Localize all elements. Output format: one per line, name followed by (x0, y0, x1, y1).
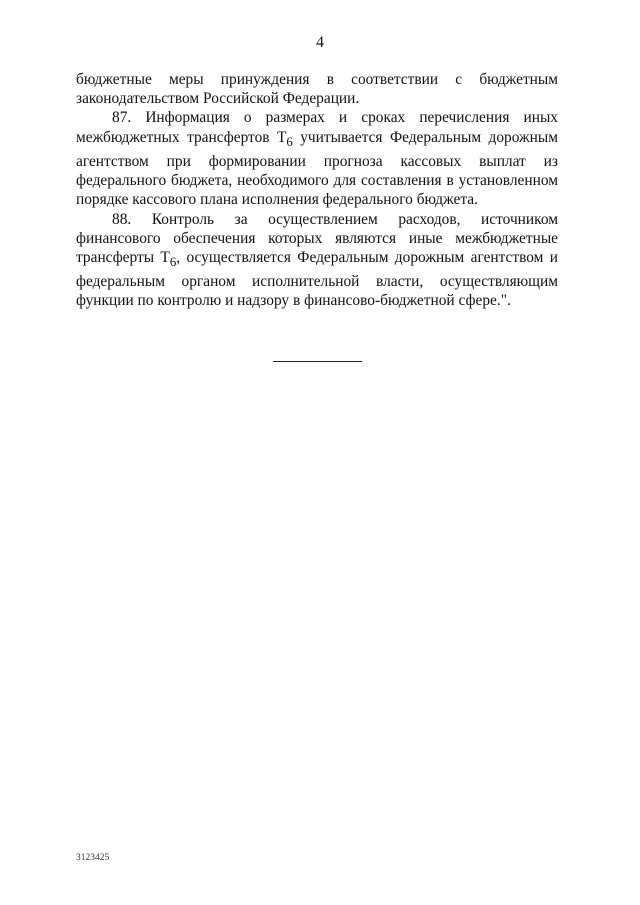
document-body (76, 70, 558, 311)
paragraph-87-text-end: учитывается Федеральным дорожным агентством при формировании прогноза кассовых выплат из федерального бюджета, необходимого для составления в установленном порядке кассового плана исполнения федерального бюджета. (76, 128, 558, 209)
paragraph-87 (76, 108, 558, 209)
document-code: 3123425 (76, 853, 110, 863)
paragraph-88-text-start: 88. Контроль за осуществлением расходов, источником финансового обеспечения которых являются иные межбюджетные трансферты Т (76, 210, 558, 266)
paragraph-88-text-end: , осуществляется Федеральным дорожным агентством и федеральным органом исполнительной власти, осуществляющим функции по контролю и надзору в финансово-бюджетной сфере.". (76, 248, 559, 310)
end-divider-line (273, 361, 362, 362)
paragraph-88 (76, 210, 558, 311)
paragraph-88-subscript: 6 (169, 254, 177, 269)
page-number: 4 (316, 34, 324, 51)
paragraph-87-text-start: 87. Информация о размерах и сроках перечисления иных межбюджетных трансфертов Т (76, 109, 558, 146)
paragraph-87-subscript: 6 (286, 134, 293, 149)
paragraph-continuation: бюджетные меры принуждения в соответствии с бюджетным законодательством Российской Федерации. (76, 71, 558, 108)
